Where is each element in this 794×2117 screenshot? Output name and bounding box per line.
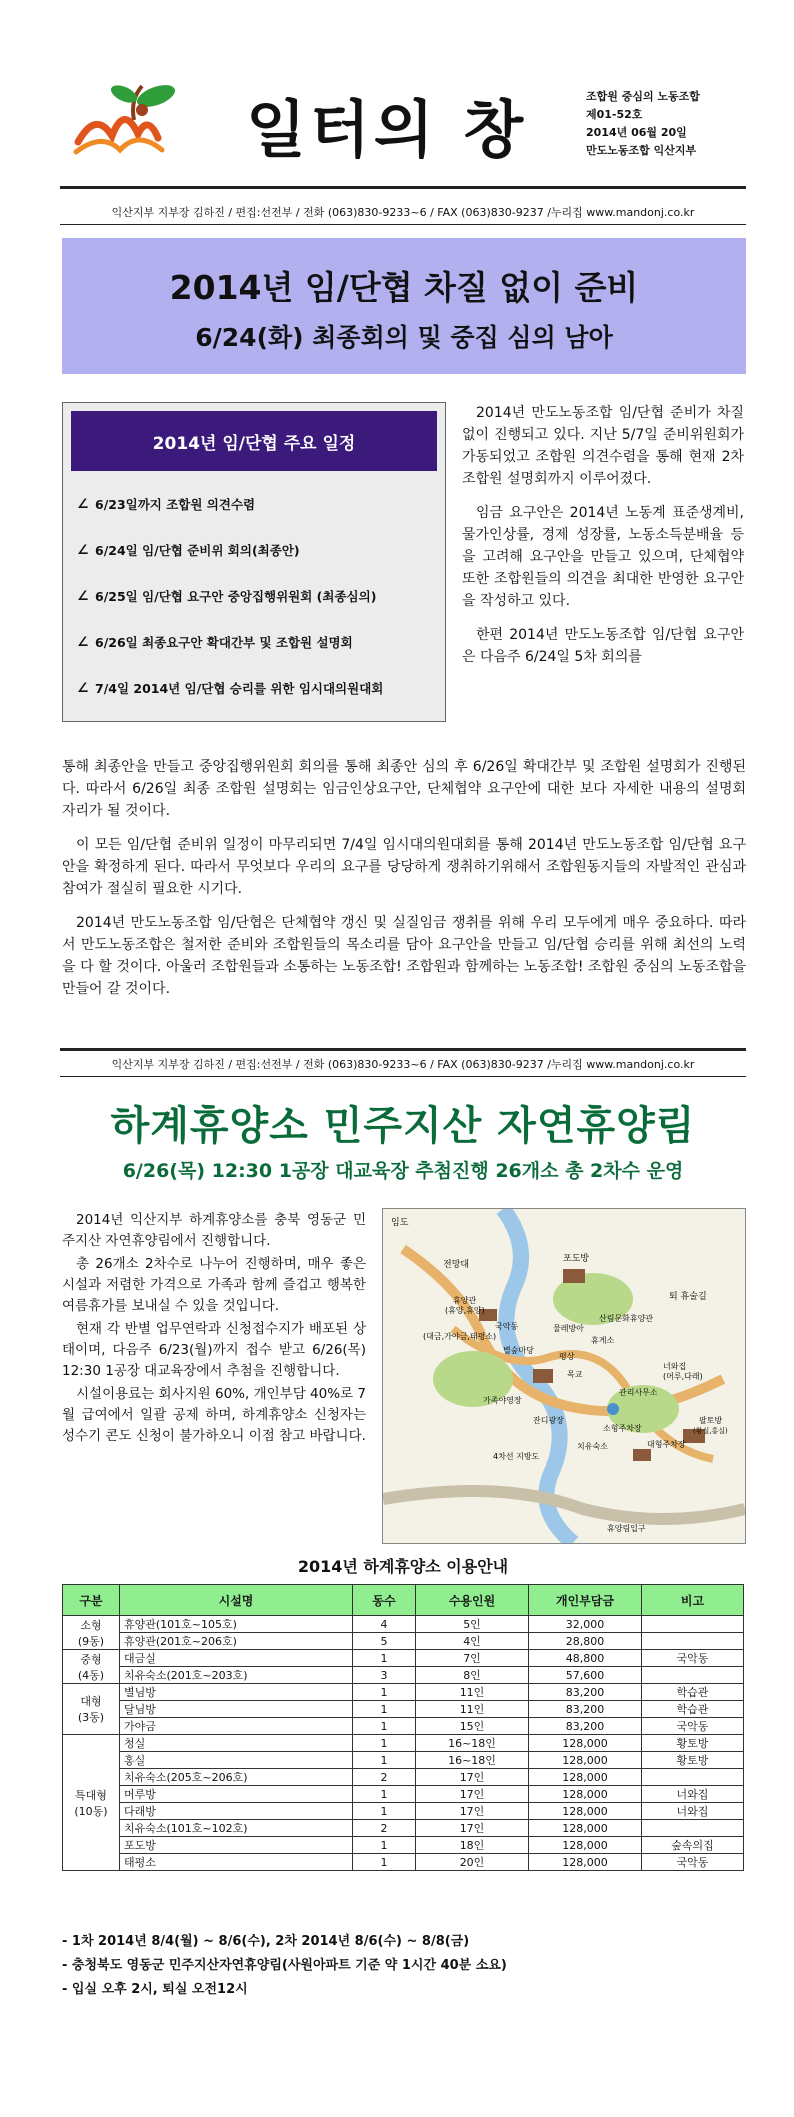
map-label: 너와집 — [663, 1362, 687, 1371]
map-label: 4차선 지방도 — [493, 1452, 540, 1461]
table-cell: 20인 — [416, 1854, 529, 1871]
table-cell: 1 — [353, 1803, 416, 1820]
recreation-forest-map — [382, 1208, 746, 1544]
table-cell: 8인 — [416, 1667, 529, 1684]
check-icon: ∠ — [77, 634, 89, 650]
table-title: 2014년 하계휴양소 이용안내 — [297, 1557, 509, 1576]
table-row — [63, 1616, 744, 1633]
table-cell: 1 — [353, 1837, 416, 1854]
map-label: 물레방아 — [553, 1324, 584, 1333]
table-cell: 1 — [353, 1718, 416, 1735]
table-cell: 1 — [353, 1701, 416, 1718]
table-cell: 달님방 — [120, 1701, 353, 1718]
table-cell — [642, 1820, 744, 1837]
table-cell: 1 — [353, 1684, 416, 1701]
table-row — [63, 1650, 744, 1667]
map-label: (휴양,휴양) — [445, 1306, 485, 1315]
check-icon: ∠ — [77, 588, 89, 604]
table-cell: 홍실 — [120, 1752, 353, 1769]
headline-sub: 6/24(화) 최종회의 및 중집 심의 남아 — [195, 323, 613, 352]
table-cell: 다래방 — [120, 1803, 353, 1820]
table-cell: 황토방 — [642, 1735, 744, 1752]
map-label: 잔디광장 — [533, 1416, 564, 1425]
table-cell: 48,800 — [529, 1650, 642, 1667]
table-cell: 1 — [353, 1735, 416, 1752]
table-cell: 대금실 — [120, 1650, 353, 1667]
map-label: 관리사무소 — [619, 1388, 658, 1397]
table-cell: 청실 — [120, 1735, 353, 1752]
table-cell: 16~18인 — [416, 1735, 529, 1752]
section2-text — [62, 1210, 366, 1449]
table-cell: 국악동 — [642, 1650, 744, 1667]
section2-title: 하계휴양소 민주지산 자연휴양림 — [110, 1103, 696, 1149]
table-row — [63, 1854, 744, 1871]
table-cell: 너와집 — [642, 1786, 744, 1803]
article1-right-column — [462, 402, 744, 668]
table-cell: 치유숙소(101호~102호) — [120, 1820, 353, 1837]
table-row — [63, 1837, 744, 1854]
table-group-label: 대형 (3동) — [63, 1684, 120, 1735]
table-cell: 황토방 — [642, 1752, 744, 1769]
map-label: (대금,가야금,태평소) — [423, 1332, 497, 1341]
map-label: 휴양림입구 — [607, 1524, 646, 1533]
headline-main: 2014년 임/단협 차질 없이 준비 — [169, 268, 639, 307]
table-cell: 83,200 — [529, 1701, 642, 1718]
table-cell: 별님방 — [120, 1684, 353, 1701]
note-line: - 입실 오후 2시, 퇴실 오전12시 — [62, 1982, 248, 1997]
table-cell: 학습관 — [642, 1701, 744, 1718]
table-cell: 너와집 — [642, 1803, 744, 1820]
table-header: 비고 — [642, 1585, 744, 1616]
table-cell: 학습관 — [642, 1684, 744, 1701]
table-cell: 1 — [353, 1786, 416, 1803]
headline-box — [62, 238, 746, 374]
map-label: (머루,다래) — [663, 1372, 703, 1381]
table-cell: 18인 — [416, 1837, 529, 1854]
article1-para: 임금 요구안은 2014년 노동계 표준생계비, 물가인상률, 경제 성장률, 노동소득분배율 등을 고려해 요구안을 만들고 있으며, 단체협약 또한 조합원들의 의견을 최대한 반영한 요구안을 작성하고 있다. — [462, 505, 744, 609]
table-cell — [642, 1769, 744, 1786]
schedule-item: ∠ 6/26일 최종요구안 확대간부 및 조합원 설명회 — [77, 634, 353, 650]
pub-date: 2014년 06월 20일 — [586, 126, 687, 139]
table-cell: 가야금 — [120, 1718, 353, 1735]
table-cell: 11인 — [416, 1701, 529, 1718]
map-label: 휴양관 — [453, 1296, 477, 1305]
table-header-row — [63, 1585, 744, 1616]
table-cell: 15인 — [416, 1718, 529, 1735]
table-row — [63, 1752, 744, 1769]
schedule-item: ∠ 7/4일 2014년 임/단협 승리를 위한 임시대의원대회 — [77, 680, 384, 696]
masthead — [60, 66, 746, 176]
table-cell: 128,000 — [529, 1820, 642, 1837]
schedule-box — [62, 402, 446, 722]
article1-para3-lead: 한편 2014년 만도노동조합 임/단협 요구안은 다음주 6/24일 5차 회의를 — [462, 627, 744, 665]
table-cell: 1 — [353, 1752, 416, 1769]
contact-rule-top — [60, 224, 746, 225]
masthead-rule — [60, 186, 746, 189]
table-cell: 11인 — [416, 1684, 529, 1701]
section-rule — [60, 1048, 746, 1051]
table-cell: 7인 — [416, 1650, 529, 1667]
table-cell: 치유숙소(205호~206호) — [120, 1769, 353, 1786]
section2-para: 현재 각 반별 업무연락과 신청접수지가 배포된 상태이며, 다음주 6/23(월)까지 접수 받고 6/26(목) 12:30 1공장 대교육장에서 추첨을 진행합니다. — [62, 1321, 366, 1379]
table-cell: 포도방 — [120, 1837, 353, 1854]
table-cell: 2 — [353, 1769, 416, 1786]
table-cell: 치유숙소(201호~203호) — [120, 1667, 353, 1684]
map-label: 치유숙소 — [577, 1442, 608, 1451]
table-row — [63, 1769, 744, 1786]
table-header: 동수 — [353, 1585, 416, 1616]
table-cell: 휴양관(201호~206호) — [120, 1633, 353, 1650]
table-cell: 국악동 — [642, 1854, 744, 1871]
section2-subtitle: 6/26(목) 12:30 1공장 대교육장 추첨진행 26개소 총 2차수 운영 — [122, 1160, 684, 1182]
note-line: - 1차 2014년 8/4(월) ~ 8/6(수), 2차 2014년 8/6(수) ~ 8/8(금) — [62, 1934, 470, 1949]
map-label: 휴게소 — [591, 1336, 615, 1345]
table-group-label: 중형 (4동) — [63, 1650, 120, 1684]
notes — [62, 1930, 507, 2002]
table-cell: 숲속의집 — [642, 1837, 744, 1854]
table-cell: 28,800 — [529, 1633, 642, 1650]
map-label: 소형주차장 — [603, 1424, 642, 1433]
table-cell: 국악동 — [642, 1718, 744, 1735]
article1-full-column — [62, 756, 746, 1012]
map-label: 임도 — [391, 1218, 409, 1228]
table-header: 개인부담금 — [529, 1585, 642, 1616]
table-cell: 83,200 — [529, 1684, 642, 1701]
table-cell: 태평소 — [120, 1854, 353, 1871]
pub-issue: 제01-52호 — [586, 108, 643, 121]
map-label: 포도방 — [563, 1254, 590, 1264]
table-cell: 1 — [353, 1650, 416, 1667]
table-row — [63, 1667, 744, 1684]
table-cell: 128,000 — [529, 1786, 642, 1803]
schedule-item: ∠ 6/24일 임/단협 준비위 회의(최종안) — [77, 542, 300, 558]
table-cell: 4 — [353, 1616, 416, 1633]
table-cell — [642, 1633, 744, 1650]
map-label: 국악동 — [495, 1322, 519, 1331]
note-line: - 충청북도 영동군 민주지산자연휴양림(사원아파트 기준 약 1시간 40분 소요) — [62, 1958, 507, 1973]
table-cell: 128,000 — [529, 1803, 642, 1820]
table-cell: 17인 — [416, 1786, 529, 1803]
section2-para: 시설이용료는 회사지원 60%, 개인부담 40%로 7월 급여에서 일괄 공제 하며, 하계휴양소 신청자는 성수기 콘도 신청이 불가하오니 이점 참고 바랍니다. — [62, 1386, 366, 1444]
table-group-label: 소형 (9동) — [63, 1616, 120, 1650]
map-label: 가족야영장 — [483, 1396, 522, 1405]
table-group-label: 특대형 (10동) — [63, 1735, 120, 1871]
table-cell: 128,000 — [529, 1752, 642, 1769]
table-row — [63, 1820, 744, 1837]
map-label: 산림문화휴양관 — [599, 1314, 654, 1323]
pub-branch: 만도노동조합 익산지부 — [586, 144, 697, 157]
table-cell: 57,600 — [529, 1667, 642, 1684]
table-cell: 1 — [353, 1854, 416, 1871]
check-icon: ∠ — [77, 496, 89, 512]
schedule-list — [63, 471, 445, 721]
article1-para: 2014년 만도노동조합 임/단협 준비가 차질 없이 진행되고 있다. 지난 5/7일 준비위원회가 가동되었고 조합원 의견수렴을 통해 현재 2차 조합원 설명회까지 이루어졌다. — [462, 405, 744, 487]
article1-para: 이 모든 임/단협 준비위 일정이 마무리되면 7/4일 임시대의원대회를 통해 2014년 만도노동조합 임/단협 요구안을 확정하게 된다. 따라서 무엇보다 우리의 요구를 당당하게 쟁취하기위해서 조합원동지들의 자발적인 관심과 참여가 절실히 필요한 시기다. — [62, 837, 746, 897]
table-cell: 5인 — [416, 1616, 529, 1633]
table-row — [63, 1718, 744, 1735]
schedule-item: ∠ 6/23일까지 조합원 의견수렴 — [77, 496, 256, 512]
table-cell — [642, 1667, 744, 1684]
table-cell: 16~18인 — [416, 1752, 529, 1769]
map-label: (황실,홍실) — [693, 1427, 728, 1435]
contact-line-bottom: 익산지부 지부장 김하진 / 편집:선전부 / 전화 (063)830-9233~6 / FAX (063)830-9237 /누리집 www.mandonj.co.kr — [111, 1058, 695, 1071]
table-row — [63, 1633, 744, 1650]
section2-para: 총 26개소 2차수로 나누어 진행하며, 매우 좋은 시설과 저렴한 가격으로 가족과 함께 즐겁고 행복한 여름휴가를 보내실 수 있을 것입니다. — [62, 1256, 366, 1314]
table-cell: 5 — [353, 1633, 416, 1650]
pub-slogan: 조합원 중심의 노동조합 — [586, 90, 700, 103]
check-icon: ∠ — [77, 542, 89, 558]
article1-para3-rest: 통해 최종안을 만들고 중앙집행위원회 회의를 통해 최종안 심의 후 6/26일 확대간부 및 조합원 설명회가 진행된다. 따라서 6/26일 최종 조합원 설명회는 임금인상요구안, 단체협약 요구안에 대한 보다 자세한 내용의 설명회 자리가 될 것이다. — [62, 759, 746, 819]
table-cell: 머루방 — [120, 1786, 353, 1803]
union-logo-icon — [72, 80, 192, 160]
publication-info — [586, 88, 700, 160]
table-cell: 17인 — [416, 1769, 529, 1786]
table-cell: 4인 — [416, 1633, 529, 1650]
table-cell: 17인 — [416, 1803, 529, 1820]
check-icon: ∠ — [77, 680, 89, 696]
facility-table — [62, 1584, 744, 1871]
map-label: 대형주차장 — [647, 1440, 686, 1449]
map-label: 전망대 — [443, 1260, 470, 1270]
table-row — [63, 1786, 744, 1803]
table-header: 시설명 — [120, 1585, 353, 1616]
map-label: 목교 — [567, 1370, 583, 1379]
table-row — [63, 1803, 744, 1820]
table-cell — [642, 1616, 744, 1633]
article1-para: 2014년 만도노동조합 임/단협은 단체협약 갱신 및 실질임금 쟁취를 위해 우리 모두에게 매우 중요하다. 따라서 만도노동조합은 철저한 준비와 조합원들의 목소리를 담아 요구안을 만들고 임/단협 승리를 위해 최선의 노력을 다 할 것이다. 아울러 조합원들과 소통하는 노동조합! 조합원과 함께하는 노동조합! 조합원 중심의 노동조합을 만들어 갈 것이다. — [62, 915, 746, 997]
table-row — [63, 1735, 744, 1752]
table-header: 수용인원 — [416, 1585, 529, 1616]
table-cell: 128,000 — [529, 1854, 642, 1871]
table-header: 구분 — [63, 1585, 120, 1616]
table-cell: 83,200 — [529, 1718, 642, 1735]
table-cell: 32,000 — [529, 1616, 642, 1633]
table-cell: 17인 — [416, 1820, 529, 1837]
map-label: 별숲마당 — [503, 1346, 534, 1355]
table-cell: 128,000 — [529, 1837, 642, 1854]
table-row — [63, 1701, 744, 1718]
table-cell: 128,000 — [529, 1735, 642, 1752]
section2-para: 2014년 익산지부 하계휴양소를 충북 영동군 민주지산 자연휴양림에서 진행합니다. — [62, 1212, 366, 1249]
table-cell: 휴양관(101호~105호) — [120, 1616, 353, 1633]
map-label: 팔토방 — [699, 1416, 723, 1425]
contact-rule-bottom — [60, 1076, 746, 1077]
map-label: 평상 — [559, 1352, 575, 1361]
table-cell: 128,000 — [529, 1769, 642, 1786]
map-label: 퇴 휴술길 — [669, 1292, 707, 1302]
schedule-title: 2014년 임/단협 주요 일정 — [71, 411, 437, 471]
table-cell: 3 — [353, 1667, 416, 1684]
schedule-item: ∠ 6/25일 임/단협 요구안 중앙집행위원회 (최종심의) — [77, 588, 377, 604]
table-row — [63, 1684, 744, 1701]
contact-line-top: 익산지부 지부장 김하진 / 편집:선전부 / 전화 (063)830-9233~6 / FAX (063)830-9237 /누리집 www.mandonj.co.kr — [111, 206, 695, 219]
newsletter-title: 일터의 창 — [246, 93, 528, 166]
table-cell: 2 — [353, 1820, 416, 1837]
